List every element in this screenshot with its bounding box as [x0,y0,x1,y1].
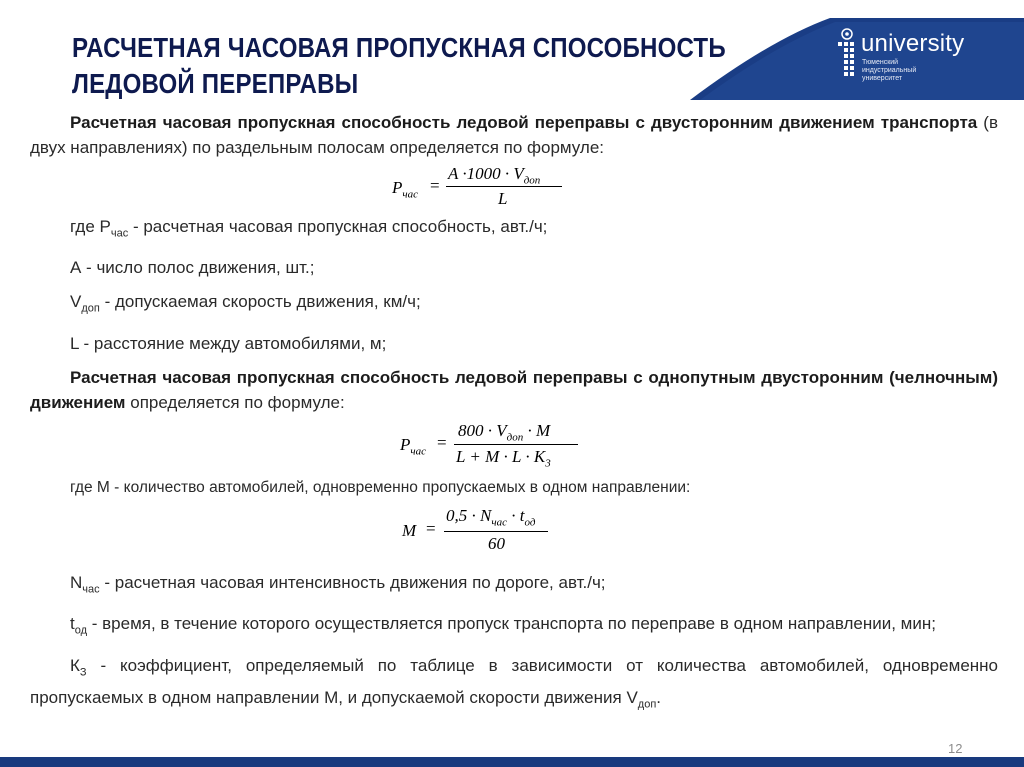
shuttle-bold-text: Расчетная часовая пропускная способность ледовой переправы с однопутным двусторонним (челночным) движением [30,367,998,412]
formula-two-way [30,164,998,210]
formula3-denominator: 60 [488,533,505,553]
def-l-distance: L - расстояние между автомобилями, м; [70,333,387,353]
formula1-num-sub: доп [523,174,541,187]
formula-shuttle: $P_{час}$ = $800 \cdot V_{доп} \cdot M$ $L + M \cdot L \cdot K_3$ [30,419,998,473]
slide-title [72,30,726,102]
formula2-numerator: 800 · V [458,420,507,440]
formula1-lhs: P [392,178,403,197]
university-logo [836,28,986,88]
formula-m: M = $0,5 \cdot N_{час} \cdot t_{од}$ 60 [30,504,998,560]
def-k-coefficient: $К_З$ - коэффициент, определяемый по таблице в зависимости от количества автомобилей, одновременно пропускаемых в одном направлении М, и допускаемой скорости движения $V_{доп}$. [30,655,998,711]
formula3-numerator: 0,5 · N [446,505,492,525]
shuttle-rest-text: определяется по формуле: [125,392,345,412]
formula1-lhs-sub: час [402,188,419,201]
slide-title-line2: ЛЕДОВОЙ ПЕРЕПРАВЫ [72,68,359,99]
logo-wordmark: university [861,30,965,57]
formula2-denominator: L + M · L · K [456,446,546,466]
intro-paragraph [30,110,998,160]
def-v-speed: $V_{доп}$ - допускаемая скорость движения, км/ч; [70,292,421,315]
intro-rest-text: (в двух направлениях) по раздельным полосам определяется по формуле: [30,113,998,157]
shuttle-paragraph [30,365,998,415]
slide-content [30,110,998,717]
formula1-numerator: A ·1000 · V [448,164,524,183]
university-emblem-icon [836,28,858,86]
logo-subtext: Тюменский индустриальный университет [862,59,917,82]
slide-title-line1: РАСЧЕТНАЯ ЧАСОВАЯ ПРОПУСКНАЯ СПОСОБНОСТЬ [72,32,726,63]
formula1-denominator: L [498,189,508,208]
formula1-fraction-line [446,186,562,187]
formula1-equals: = [430,176,440,195]
def-m-count: где М - количество автомобилей, одновременно пропускаемых в одном направлении: [70,478,691,496]
def-n-intensity: $N_{час}$ - расчетная часовая интенсивность движения по дороге, авт./ч; [70,572,606,596]
def-p-hourly: где $Р_{час}$ - расчетная часовая пропускная способность, авт./ч; [70,217,548,240]
def-t-time: $t_{од}$ - время, в течение которого осуществляется пропуск транспорта по переправе в одном направлении, мин; [70,614,936,637]
intro-bold-text: Расчетная часовая пропускная способность ледовой переправы с двусторонним движением транспорта [70,113,978,132]
formula2-fraction-line [454,444,578,445]
formula3-fraction-line [444,531,548,532]
def-a-lanes: А - число полос движения, шт.; [70,258,315,278]
page-number: 12 [948,741,963,756]
footer-bar [0,757,1024,767]
